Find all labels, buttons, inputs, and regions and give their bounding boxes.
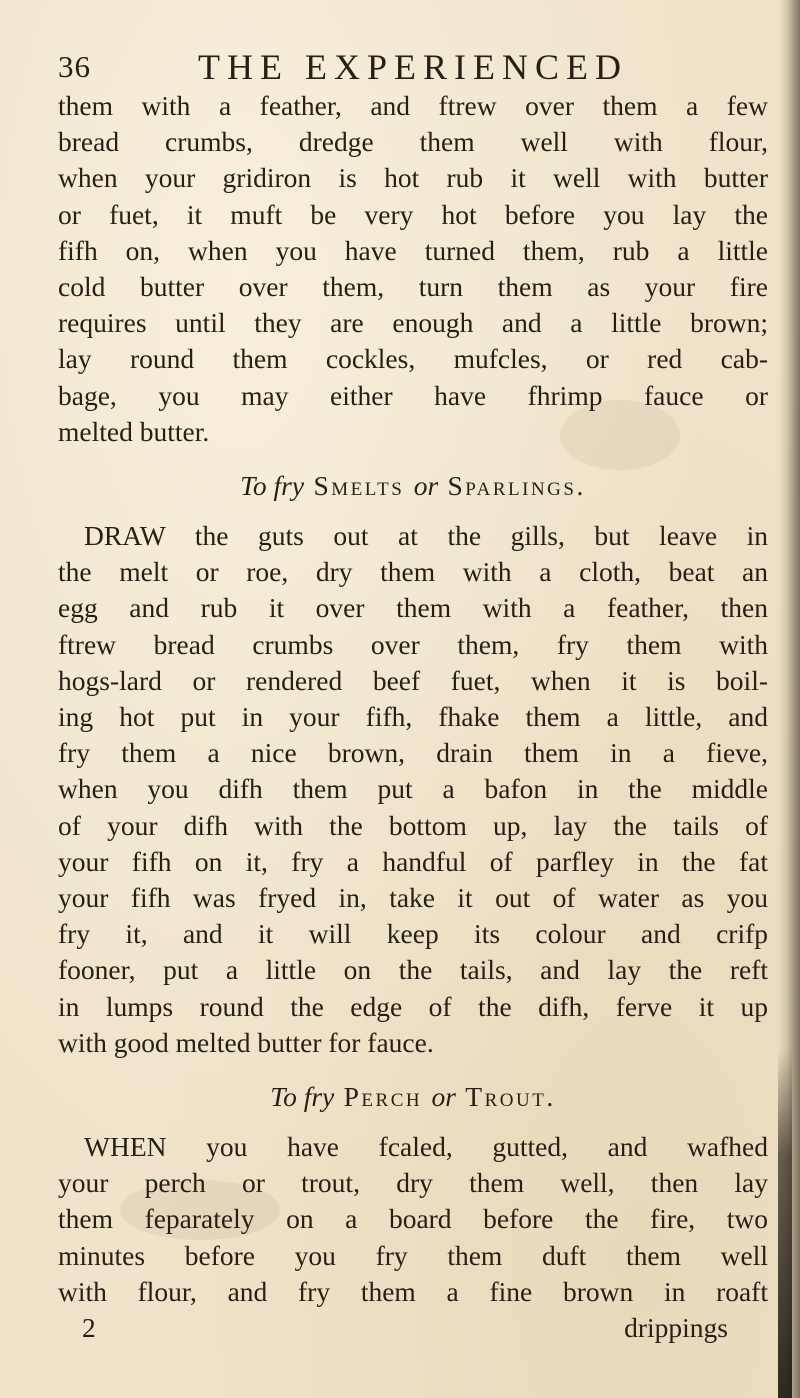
paragraph-continued xyxy=(58,88,768,450)
heading-name: Smelts xyxy=(313,469,405,501)
text-line: fry them a nice brown, drain them in a fieve, xyxy=(58,737,768,769)
text-line: the melt or roe, dry them with a cloth, beat an xyxy=(58,556,768,588)
text-line: your fifh was fryed in, take it out of water as you xyxy=(58,881,768,913)
text-line: bage, you may either have fhrimp fauce or xyxy=(58,379,768,411)
text-line: fry it, and it will keep its colour and crifp xyxy=(58,918,768,950)
heading-conjunction: or xyxy=(413,469,439,501)
page-footer xyxy=(58,1310,768,1346)
text-line: egg and rub it over them with a feather, then xyxy=(58,592,768,624)
page-number: 36 xyxy=(58,49,91,84)
text-line: melted butter. xyxy=(58,415,210,447)
heading-prefix: To fry xyxy=(240,469,305,501)
text-line: or fuet, it muft be very hot before you lay the xyxy=(58,198,768,230)
paragraph-perch xyxy=(58,1129,768,1346)
text-line: fifh on, when you have turned them, rub a little xyxy=(58,234,768,266)
text-line: hogs-lard or rendered beef fuet, when it is boil- xyxy=(58,664,768,696)
text-line: your fifh on it, fry a handful of parfley in the fat xyxy=(58,845,768,877)
heading-prefix: To fry xyxy=(270,1080,335,1112)
paragraph-smelts xyxy=(58,518,768,1061)
text-line: your perch or trout, dry them well, then lay xyxy=(58,1167,768,1199)
text-line: DRAW the guts out at the gills, but leave in xyxy=(84,520,768,552)
binding-shadow xyxy=(778,1050,792,1398)
text-line: WHEN you have fcaled, gutted, and wafhed xyxy=(84,1131,768,1163)
text-line: bread crumbs, dredge them well with flour, xyxy=(58,126,768,158)
text-line: of your difh with the bottom up, lay the tails of xyxy=(58,809,768,841)
text-line: when your gridiron is hot rub it well with butter xyxy=(58,162,768,194)
page-header xyxy=(58,42,758,92)
text-line: in lumps round the edge of the difh, ferve it up xyxy=(58,990,768,1022)
text-line: minutes before you fry them duft them well xyxy=(58,1239,768,1271)
text-line: fooner, put a little on the tails, and lay the reft xyxy=(58,954,768,986)
running-head: THE EXPERIENCED xyxy=(198,47,628,87)
text-line: with flour, and fry them a fine brown in roaft xyxy=(58,1275,768,1307)
catchword: drippings xyxy=(624,1312,728,1343)
recipe-heading-smelts xyxy=(58,468,768,504)
text-line: lay round them cockles, mufcles, or red cab- xyxy=(58,343,768,375)
heading-conjunction: or xyxy=(431,1080,456,1112)
body-text xyxy=(58,88,768,1346)
text-line: them feparately on a board before the fire, two xyxy=(58,1203,768,1235)
text-line: with good melted butter for fauce. xyxy=(58,1026,434,1058)
recipe-heading-perch xyxy=(58,1079,768,1115)
heading-name: Perch xyxy=(343,1080,423,1112)
heading-name: Sparlings. xyxy=(447,469,586,501)
text-line: cold butter over them, turn them as your fire xyxy=(58,270,768,302)
text-line: when you difh them put a bafon in the middle xyxy=(58,773,768,805)
text-line: ing hot put in your fifh, fhake them a little, and xyxy=(58,701,768,732)
text-line: ftrew bread crumbs over them, fry them with xyxy=(58,628,768,660)
heading-name: Trout. xyxy=(465,1080,556,1112)
signature-mark: 2 xyxy=(82,1312,96,1343)
text-line: them with a feather, and ftrew over them a few xyxy=(58,90,768,121)
text-line: requires until they are enough and a little brown; xyxy=(58,307,768,339)
